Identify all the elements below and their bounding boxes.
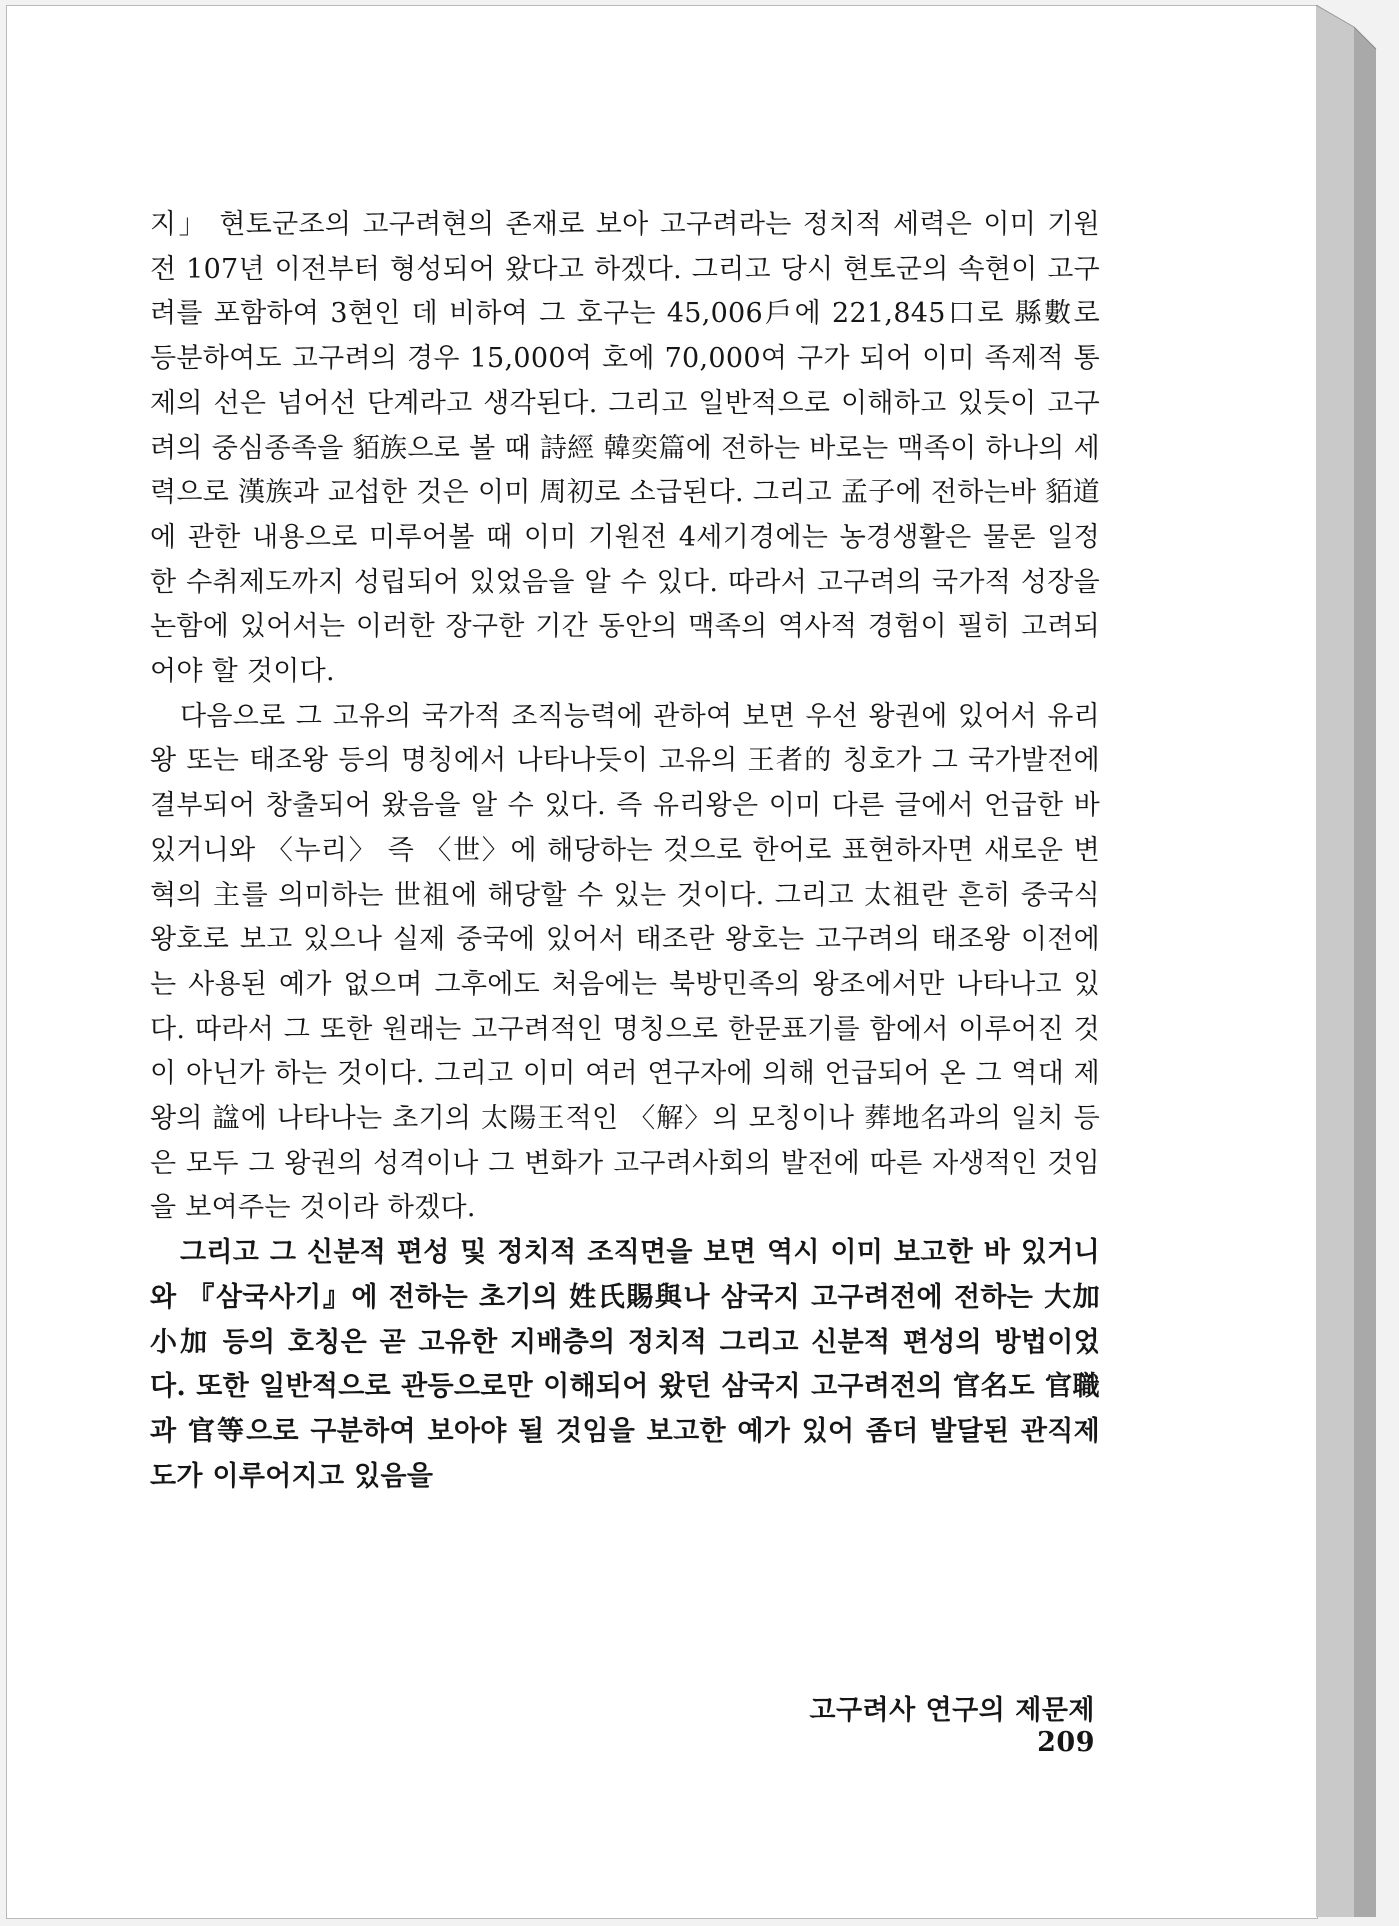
body-text: [150, 203, 1100, 1499]
paragraph-2: 다음으로 그 고유의 국가적 조직능력에 관하여 보면 우선 왕권에 있어서 유리왕 또는 태조왕 등의 명칭에서 나타나듯이 고유의 王者的 칭호가 그 국가발전에 결부되어 창출되어 왔음을 알 수 있다. 즉 유리왕은 이미 다른 글에서 언급한 바 있거니와 〈누리〉 즉 〈世〉에 해당하는 것으로 한어로 표현하자면 새로운 변혁의 主를 의미하는 世祖에 해당할 수 있는 것이다. 그리고 太祖란 흔히 중국식 왕호로 보고 있으나 실제 중국에 있어서 태조란 왕호는 고구려의 태조왕 이전에는 사용된 예가 없으며 그후에도 처음에는 북방민족의 왕조에서만 나타나고 있다. 따라서 그 또한 원래는 고구려적인 명칭으로 한문표기를 함에서 이루어진 것이 아닌가 하는 것이다. 그리고 이미 여러 연구자에 의해 언급되어 온 그 역대 제왕의 諡에 나타나는 초기의 太陽王적인 〈解〉의 모칭이나 葬地名과의 일치 등은 모두 그 왕권의 성격이나 그 변화가 고구려사회의 발전에 따른 자생적인 것임을 보여주는 것이라 하겠다.: [150, 700, 1100, 1224]
paragraph-3: 그리고 그 신분적 편성 및 정치적 조직면을 보면 역시 이미 보고한 바 있거니와 『삼국사기』에 전하는 초기의 姓氏賜與나 삼국지 고구려전에 전하는 大加 小加 등의 호칭은 곧 고유한 지배층의 정치적 그리고 신분적 편성의 방법이었다. 또한 일반적으로 관등으로만 이해되어 왔던 삼국지 고구려전의 官名도 官職과 官等으로 구분하여 보아야 될 것임을 보고한 예가 있어 좀더 발달된 관직제도가 이루어지고 있음을: [150, 1237, 1101, 1492]
book-page-edge: [1316, 5, 1378, 1917]
paragraph-1: 지」 현토군조의 고구려현의 존재로 보아 고구려라는 정치적 세력은 이미 기원전 107년 이전부터 형성되어 왔다고 하겠다. 그리고 당시 현토군의 속현이 고구려를 포함하여 3현인 데 비하여 그 호구는 45,006戶에 221,845口로 縣數로 등분하여도 고구려의 경우 15,000여 호에 70,000여 구가 되어 이미 족제적 통제의 선은 넘어선 단계라고 생각된다. 그리고 일반적으로 이해하고 있듯이 고구려의 중심종족을 貊族으로 볼 때 詩經 韓奕篇에 전하는 바로는 맥족이 하나의 세력으로 漢族과 교섭한 것은 이미 周初로 소급된다. 그리고 孟子에 전하는바 貊道에 관한 내용으로 미루어볼 때 이미 기원전 4세기경에는 농경생활은 물론 일정한 수취제도까지 성립되어 있었음을 알 수 있다. 따라서 고구려의 국가적 성장을 논함에 있어서는 이러한 장구한 기간 동안의 맥족의 역사적 경험이 필히 고려되어야 할 것이다.: [150, 209, 1100, 688]
page-number: 209: [1037, 1727, 1095, 1758]
running-title: 고구려사 연구의 제문제: [809, 1695, 1095, 1726]
running-footer: [735, 1688, 1095, 1758]
